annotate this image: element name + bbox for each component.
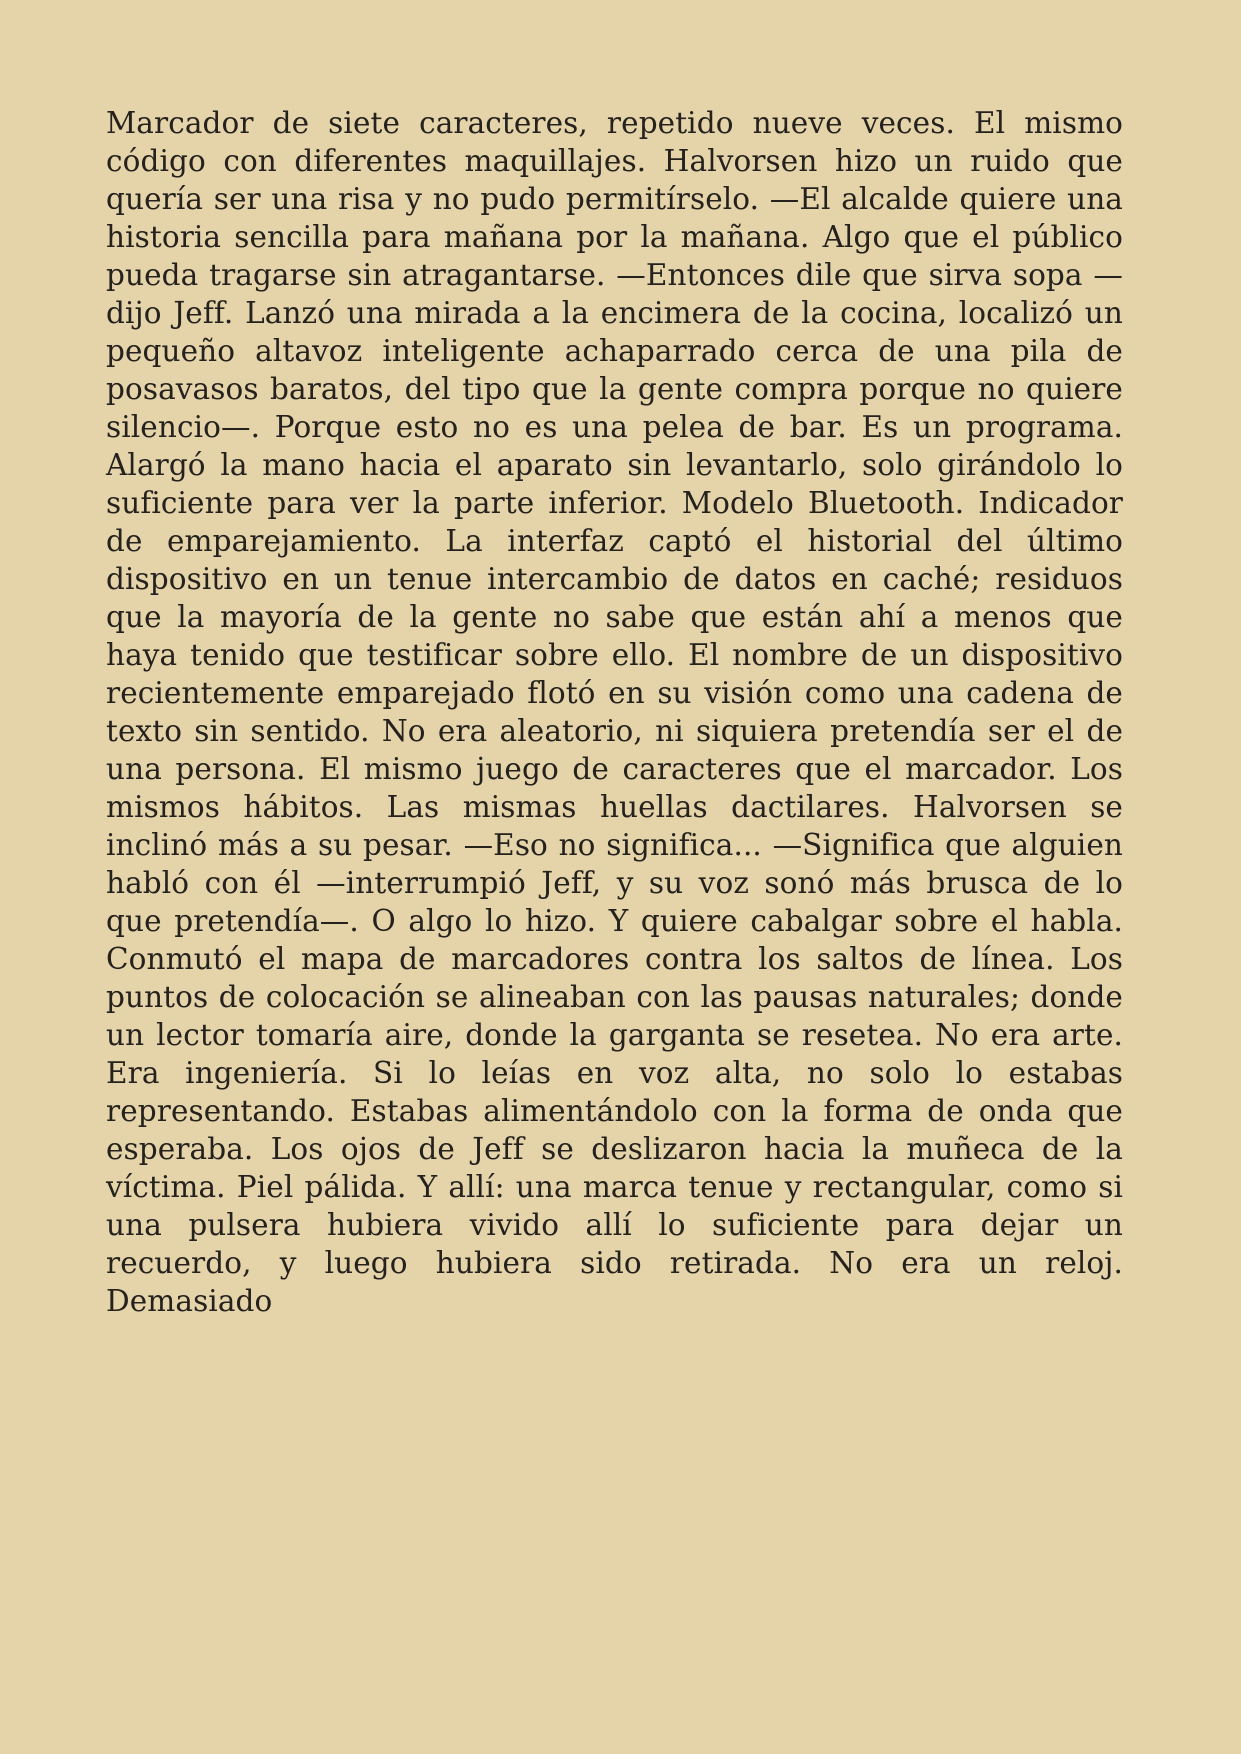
text-column bbox=[106, 104, 1123, 1320]
body-paragraph: Marcador de siete caracteres, repetido nueve veces. El mismo código con diferentes maquillajes. Halvorsen hizo un ruido que quería ser una risa y no pudo permitírselo. —El alcalde quiere una historia sencilla para mañana por la mañana. Algo que el público pueda tragarse sin atragantarse. —Entonces dile que sirva sopa —dijo Jeff. Lanzó una mirada a la encimera de la cocina, localizó un pequeño altavoz inteligente achaparrado cerca de una pila de posavasos baratos, del tipo que la gente compra porque no quiere silencio—. Porque esto no es una pelea de bar. Es un programa. Alargó la mano hacia el aparato sin levantarlo, solo girándolo lo suficiente para ver la parte inferior. Modelo Bluetooth. Indicador de emparejamiento. La interfaz captó el historial del último dispositivo en un tenue intercambio de datos en caché; residuos que la mayoría de la gente no sabe que están ahí a menos que haya tenido que testificar sobre ello. El nombre de un dispositivo recientemente emparejado flotó en su visión como una cadena de texto sin sentido. No era aleatorio, ni siquiera pretendía ser el de una persona. El mismo juego de caracteres que el marcador. Los mismos hábitos. Las mismas huellas dactilares. Halvorsen se inclinó más a su pesar. —Eso no significa... —Significa que alguien habló con él —interrumpió Jeff, y su voz sonó más brusca de lo que pretendía—. O algo lo hizo. Y quiere cabalgar sobre el habla. Conmutó el mapa de marcadores contra los saltos de línea. Los puntos de colocación se alineaban con las pausas naturales; donde un lector tomaría aire, donde la garganta se resetea. No era arte. Era ingeniería. Si lo leías en voz alta, no solo lo estabas representando. Estabas alimentándolo con la forma de onda que esperaba. Los ojos de Jeff se deslizaron hacia la muñeca de la víctima. Piel pálida. Y allí: una marca tenue y rectangular, como si una pulsera hubiera vivido allí lo suficiente para dejar un recuerdo, y luego hubiera sido retirada. No era un reloj. Demasiado bbox=[106, 106, 1123, 1318]
